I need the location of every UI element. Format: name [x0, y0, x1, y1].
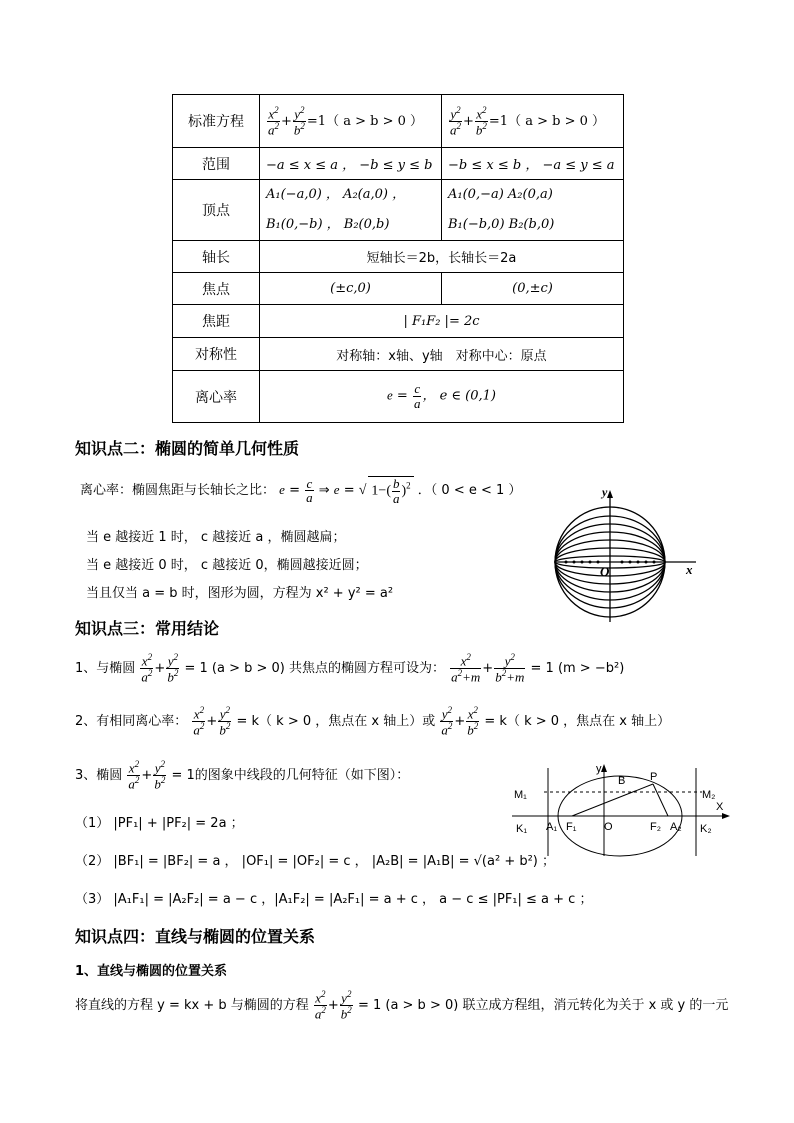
symmetry: 对称轴：x轴、y轴 对称中心：原点 [260, 338, 624, 371]
label-F2: F₂ [650, 821, 661, 833]
line-ellipse-text: 将直线的方程 y = kx + b 与椭圆的方程 $\frac{x^2}{a^2}$ + $\frac{y^2}{b^2}$ = 1 (a > b > 0) 联立成方程组，消元转化为关于 x 或 y 的一元 [75, 989, 729, 1022]
vertices-x [260, 180, 442, 241]
range-x: −a ≤ x ≤ a ， −b ≤ y ≤ b [260, 148, 442, 180]
std-eq-y: $\frac{y^2}{a^2}$ + $\frac{x^2}{b^2}$ =1（ a > b > 0 ） [442, 95, 624, 148]
label-P: P [650, 771, 658, 783]
focus-y: (0,±c) [442, 273, 624, 305]
label-y: y [596, 763, 602, 775]
row-label: 对称性 [173, 338, 260, 371]
vertex-line: A₁(−a,0) ， A₂(a,0) ， [266, 187, 406, 202]
eccentricity: e = $\frac{c}{a}$ ， e ∈ (0,1) [260, 371, 624, 423]
text: 离心率：椭圆焦距与长轴长之比： [80, 483, 276, 499]
vertex-line: B₁(−b,0) B₂(b,0) [448, 217, 555, 232]
ellipse-segments-figure [508, 760, 734, 860]
text: = 1 (a > b > 0) 共焦点的椭圆方程可设为： [184, 660, 445, 676]
text: 1、与椭圆 [75, 660, 136, 676]
text: = 1 (m > −b²) [530, 660, 625, 676]
row-label: 轴长 [173, 241, 260, 273]
axis-length: 短轴长＝2b，长轴长＝2a [260, 241, 624, 273]
focal-distance: | F₁F₂ |= 2c [260, 305, 624, 338]
section-title: 知识点四：直线与椭圆的位置关系 [75, 927, 316, 946]
row-label: 顶点 [173, 180, 260, 241]
table-row [173, 241, 624, 273]
property-2: （2） |BF₁| = |BF₂| = a ， |OF₁| = |OF₂| = c ， |A₂B| = |A₁B| = √(a² + b²) ； [75, 854, 556, 869]
label-K2: K₂ [700, 823, 712, 835]
property-1: （1） |PF₁| + |PF₂| = 2a ； [75, 816, 244, 831]
table-row [173, 180, 624, 241]
origin-label: O [600, 564, 610, 579]
row-label: 焦点 [173, 273, 260, 305]
conclusion-2: 2、有相同离心率： $\frac{x^2}{a^2}$ + $\frac{y^2}{b^2}$ = k（ k > 0 ，焦点在 x 轴上）或 $\frac{y^2}{a^2}$ + $\frac{x^2}{b^2}$ = k（ k > 0 ，焦点在 x 轴上） [75, 705, 671, 738]
cond: （ a > b > 0 ） [326, 113, 424, 129]
table-row [173, 148, 624, 180]
ellipse-family-figure [552, 486, 702, 626]
section-title: 知识点二：椭圆的简单几何性质 [75, 439, 300, 458]
label-O: O [604, 821, 613, 833]
text-line: 当 e 越接近 1 时， c 越接近 a ，椭圆越扁； [86, 530, 346, 545]
table-row [173, 338, 624, 371]
conclusion-1: 1、与椭圆 $\frac{x^2}{a^2}$ + $\frac{y^2}{b^2}$ = 1 (a > b > 0) 共焦点的椭圆方程可设为： $\frac{x^2}{a^2+m}$ + $\frac{y^2}{b^2+m}$ = 1 (m > −b²) [75, 652, 625, 685]
row-label: 离心率 [173, 371, 260, 423]
vertex-line: A₁(0,−a) A₂(0,a) [448, 187, 553, 202]
text: = k（ k > 0 ，焦点在 x 轴上）或 [236, 713, 436, 729]
label-X: X [716, 801, 724, 813]
label-B: B [618, 775, 626, 787]
vertices-y [442, 180, 624, 241]
label-M1: M₁ [514, 789, 527, 801]
text-line: 当 e 越接近 0 时， c 越接近 0，椭圆越接近圆； [86, 558, 368, 573]
range-y: −b ≤ x ≤ b ， −a ≤ y ≤ a [442, 148, 624, 180]
section-title: 知识点三：常用结论 [75, 619, 220, 638]
ecc-definition: 离心率：椭圆焦距与长轴长之比： e = $\frac{c}{a}$ ⇒ e = √ 1−( $\frac{b}{a}$ )$^2$ ．（ 0 < e < 1 ） [80, 475, 522, 506]
text: = 1 (a > b > 0) 联立成方程组，消元转化为关于 x 或 y 的一元 [357, 997, 729, 1013]
table-row [173, 95, 624, 148]
conclusion-3: 3、椭圆 $\frac{x^2}{a^2}$ + $\frac{y^2}{b^2}$ = 1的图象中线段的几何特征（如下图）： [75, 759, 410, 792]
label-A1: A₁ [546, 821, 558, 833]
row-label: 范围 [173, 148, 260, 180]
cond: （ a > b > 0 ） [508, 113, 606, 129]
focus-x: (±c,0) [260, 273, 442, 305]
std-eq-x: $\frac{x^2}{a^2}$ + $\frac{y^2}{b^2}$ =1（ a > b > 0 ） [260, 95, 442, 148]
text: 3、椭圆 [75, 767, 123, 783]
table-row [173, 273, 624, 305]
axis-label-x: x [686, 562, 693, 577]
text: 2、有相同离心率： [75, 713, 188, 729]
table-row [173, 371, 624, 423]
row-label: 标准方程 [173, 95, 260, 148]
row-label: 焦距 [173, 305, 260, 338]
vertex-line: B₁(0,−b) ， B₂(0,b) [266, 217, 390, 232]
text: ．（ 0 < e < 1 ） [417, 483, 522, 499]
ellipse-properties-table [172, 94, 624, 423]
label-A2: A₂ [670, 821, 682, 833]
text: = k（ k > 0 ，焦点在 x 轴上） [484, 713, 671, 729]
label-M2: M₂ [702, 789, 716, 801]
ecc-range: ， e ∈ (0,1) [422, 389, 496, 404]
text-line: 当且仅当 a = b 时，图形为圆，方程为 x² + y² = a² [86, 586, 394, 601]
label-K1: K₁ [516, 823, 528, 835]
text: = 1的图象中线段的几何特征（如下图）： [171, 767, 410, 783]
axis-label-y: y [602, 486, 608, 499]
label-F1: F₁ [566, 821, 577, 833]
subsection-title: 1、直线与椭圆的位置关系 [75, 964, 228, 979]
table-row [173, 305, 624, 338]
property-3: （3） |A₁F₁| = |A₂F₂| = a − c ，|A₁F₂| = |A₂F₁| = a + c ， a − c ≤ |PF₁| ≤ a + c ； [75, 892, 593, 907]
text: 将直线的方程 y = kx + b 与椭圆的方程 [75, 997, 309, 1013]
